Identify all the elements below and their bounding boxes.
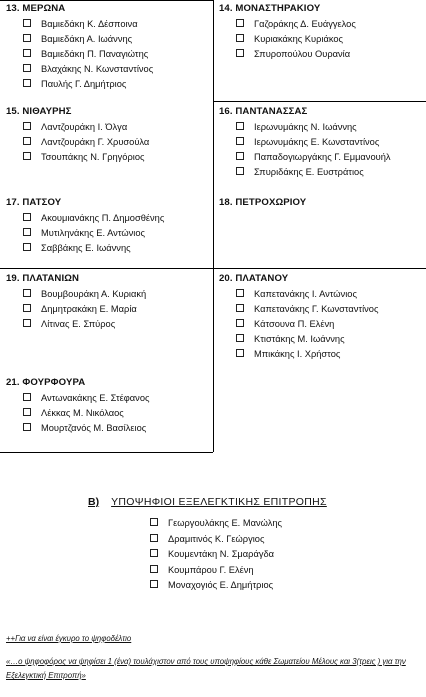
candidate-name: Βλαχάκης Ν. Κωνσταντίνος: [41, 64, 154, 74]
checkbox-icon[interactable]: [150, 580, 158, 588]
candidate-option[interactable]: [236, 47, 356, 62]
checkbox-icon[interactable]: [236, 289, 244, 297]
section-platanou: [219, 272, 378, 362]
section-pantanassas: [219, 105, 391, 180]
candidate-name: Καπετανάκης Γ. Κωνσταντίνος: [254, 304, 379, 314]
section-nithavris: [6, 105, 149, 165]
candidate-name: Κουμπάρου Γ. Ελένη: [168, 564, 254, 575]
candidate-name: Κάτσουνα Π. Ελένη: [254, 319, 335, 329]
candidate-name: Ιερωνυμάκης Ε. Κωνσταντίνος: [254, 137, 380, 147]
checkbox-icon[interactable]: [23, 152, 31, 160]
candidate-name: Βαμιεδάκη Π. Παναγιώτης: [41, 49, 149, 59]
candidate-name: Βαμιεδάκη Α. Ιωάννης: [41, 34, 133, 44]
section-title: 13. ΜΕΡΩΝΑ: [6, 3, 66, 14]
candidate-option[interactable]: [23, 421, 150, 436]
candidate-option[interactable]: [23, 406, 150, 421]
candidate-name: Γαζοράκης Δ. Ευάγγελος: [254, 19, 356, 29]
section-title: 21. ΦΟΥΡΦΟΥΡΑ: [6, 377, 86, 388]
section-petroxoriou: [219, 196, 306, 209]
checkbox-icon[interactable]: [23, 49, 31, 57]
row-divider: [0, 452, 213, 453]
candidate-name: Ιερωνυμάκης Ν. Ιωάννης: [254, 122, 357, 132]
candidate-name: Σπυροπούλου Ουρανία: [254, 49, 351, 59]
candidate-name: Σαββάκης Ε. Ιωάννης: [41, 243, 131, 253]
candidate-option[interactable]: [236, 165, 391, 180]
candidate-option[interactable]: [23, 302, 146, 317]
committee-candidate-option[interactable]: [150, 516, 388, 532]
candidate-option[interactable]: [236, 17, 356, 32]
candidate-option[interactable]: [23, 120, 149, 135]
committee-candidate-option[interactable]: [150, 547, 388, 563]
section-title: 19. ΠΛΑΤΑΝΙΩΝ: [6, 273, 80, 284]
committee-title: ΥΠΟΨΗΦΙΟΙ ΕΞΕΛΕΓΚΤΙΚΗΣ ΕΠΙΤΡΟΠΗΣ: [111, 496, 327, 508]
candidate-option[interactable]: [23, 32, 153, 47]
candidate-name: Καπετανάκης Ι. Αντώνιος: [254, 289, 357, 299]
candidate-option[interactable]: [23, 287, 146, 302]
section-title: 17. ΠΑΤΣΟΥ: [6, 197, 62, 208]
candidate-option[interactable]: [23, 317, 146, 332]
committee-candidate-option[interactable]: [150, 532, 388, 548]
candidate-name: Βουμβουράκη Α. Κυριακή: [41, 289, 147, 299]
candidate-name: Κτιστάκης Μ. Ιωάννης: [254, 334, 345, 344]
candidate-name: Τσουπάκης Ν. Γρηγόριος: [41, 152, 145, 162]
section-patsou: [6, 196, 164, 256]
candidate-name: Κουμεντάκη Ν. Σμαράγδα: [168, 549, 275, 560]
checkbox-icon[interactable]: [23, 304, 31, 312]
candidate-option[interactable]: [23, 226, 164, 241]
row-divider: [213, 101, 426, 102]
checkbox-icon[interactable]: [236, 49, 244, 57]
committee-number: Β): [88, 496, 100, 508]
candidate-name: Μυτιληνάκης Ε. Αντώνιος: [41, 228, 145, 238]
checkbox-icon[interactable]: [150, 549, 158, 557]
candidate-name: Κυριακάκης Κυριάκος: [254, 34, 344, 44]
candidate-option[interactable]: [23, 135, 149, 150]
checkbox-icon[interactable]: [23, 34, 31, 42]
checkbox-icon[interactable]: [23, 423, 31, 431]
checkbox-icon[interactable]: [236, 34, 244, 42]
checkbox-icon[interactable]: [150, 518, 158, 526]
section-title: 16. ΠΑΝΤΑΝΑΣΣΑΣ: [219, 106, 308, 117]
checkbox-icon[interactable]: [23, 408, 31, 416]
section-platanion: [6, 272, 146, 332]
candidate-option[interactable]: [236, 302, 378, 317]
candidate-name: Μοναχογιός Ε. Δημήτριος: [168, 580, 274, 591]
ballot-notes: [6, 634, 422, 683]
candidate-name: Λίτινας Ε. Σπύρος: [41, 319, 116, 329]
section-title: 18. ΠΕΤΡΟΧΩΡΙΟΥ: [219, 197, 307, 208]
checkbox-icon[interactable]: [236, 152, 244, 160]
row-divider: [0, 0, 213, 1]
candidate-option[interactable]: [23, 211, 164, 226]
candidate-option[interactable]: [236, 135, 391, 150]
checkbox-icon[interactable]: [23, 228, 31, 236]
voting-rule-note: «…ο ψηφοφόρος να ψηφίσει 1 (ένα) τουλάχιστον από τους υποψηφίους κάθε Σωματείου Μέλους και 3(τρεις ) για την Εξελεγκτική Επιτροπή»: [6, 657, 406, 680]
candidate-name: Λαντζουράκη Ι. Όλγα: [41, 122, 128, 132]
candidate-option[interactable]: [23, 47, 153, 62]
checkbox-icon[interactable]: [150, 534, 158, 542]
row-divider: [0, 268, 426, 269]
checkbox-icon[interactable]: [23, 64, 31, 72]
candidate-option[interactable]: [236, 317, 378, 332]
checkbox-icon[interactable]: [23, 243, 31, 251]
checkbox-icon[interactable]: [23, 289, 31, 297]
candidate-option[interactable]: [23, 77, 153, 92]
candidate-name: Παπαδογιωργάκης Γ. Εμμανουήλ: [254, 152, 391, 162]
candidate-name: Βαμιεδάκη Κ. Δέσποινα: [41, 19, 138, 29]
committee-candidate-option[interactable]: [150, 563, 388, 579]
checkbox-icon[interactable]: [236, 349, 244, 357]
checkbox-icon[interactable]: [23, 19, 31, 27]
candidate-name: Μπικάκης Ι. Χρήστος: [254, 349, 341, 359]
checkbox-icon[interactable]: [23, 213, 31, 221]
candidate-name: Αντωνακάκης Ε. Στέφανος: [41, 393, 150, 403]
audit-committee-section: [88, 496, 388, 594]
checkbox-icon[interactable]: [23, 79, 31, 87]
section-monastirakiou: [219, 2, 356, 62]
candidate-option[interactable]: [236, 287, 378, 302]
candidate-name: Σπυριδάκης Ε. Ευστράτιος: [254, 167, 364, 177]
checkbox-icon[interactable]: [23, 137, 31, 145]
checkbox-icon[interactable]: [236, 304, 244, 312]
candidate-name: Μουρτζανός Μ. Βασίλειος: [41, 423, 147, 433]
checkbox-icon[interactable]: [236, 19, 244, 27]
checkbox-icon[interactable]: [236, 122, 244, 130]
column-divider: [213, 0, 214, 452]
candidate-name: Λέκκας Μ. Νικόλαος: [41, 408, 124, 418]
validity-note: ++Για να είναι έγκυρο το ψηφοδέλτιο: [6, 634, 132, 643]
section-title: 15. ΝΙΘΑΥΡΗΣ: [6, 106, 72, 117]
candidate-option[interactable]: [236, 332, 378, 347]
candidate-option[interactable]: [23, 17, 153, 32]
candidate-option[interactable]: [236, 347, 378, 362]
candidate-option[interactable]: [236, 120, 391, 135]
candidate-name: Ακουμιανάκης Π. Δημοσθένης: [41, 213, 165, 223]
candidate-option[interactable]: [23, 241, 164, 256]
candidate-name: Γεωργουλάκης Ε. Μανώλης: [168, 518, 282, 528]
checkbox-icon[interactable]: [23, 319, 31, 327]
committee-heading: [88, 496, 388, 508]
checkbox-icon[interactable]: [236, 319, 244, 327]
checkbox-icon[interactable]: [236, 137, 244, 145]
section-title: 14. ΜΟΝΑΣΤΗΡΑΚΙΟΥ: [219, 3, 321, 14]
candidate-option[interactable]: [23, 150, 149, 165]
checkbox-icon[interactable]: [236, 334, 244, 342]
candidate-option[interactable]: [236, 32, 356, 47]
candidate-option[interactable]: [23, 62, 153, 77]
section-meronas: [6, 2, 153, 92]
candidate-name: Δραμιτινός Κ. Γεώργιος: [168, 533, 265, 544]
section-fourfoura: [6, 376, 150, 436]
candidate-name: Λαντζουράκη Γ. Χρυσούλα: [41, 137, 150, 147]
checkbox-icon[interactable]: [150, 565, 158, 573]
candidate-option[interactable]: [23, 391, 150, 406]
candidate-name: Παυλής Γ. Δημήτριος: [41, 79, 127, 89]
committee-candidate-option[interactable]: [150, 578, 388, 594]
candidate-option[interactable]: [236, 150, 391, 165]
section-title: 20. ΠΛΑΤΑΝΟΥ: [219, 273, 289, 284]
checkbox-icon[interactable]: [23, 393, 31, 401]
checkbox-icon[interactable]: [236, 167, 244, 175]
candidate-name: Δημητρακάκη Ε. Μαρία: [41, 304, 137, 314]
checkbox-icon[interactable]: [23, 122, 31, 130]
